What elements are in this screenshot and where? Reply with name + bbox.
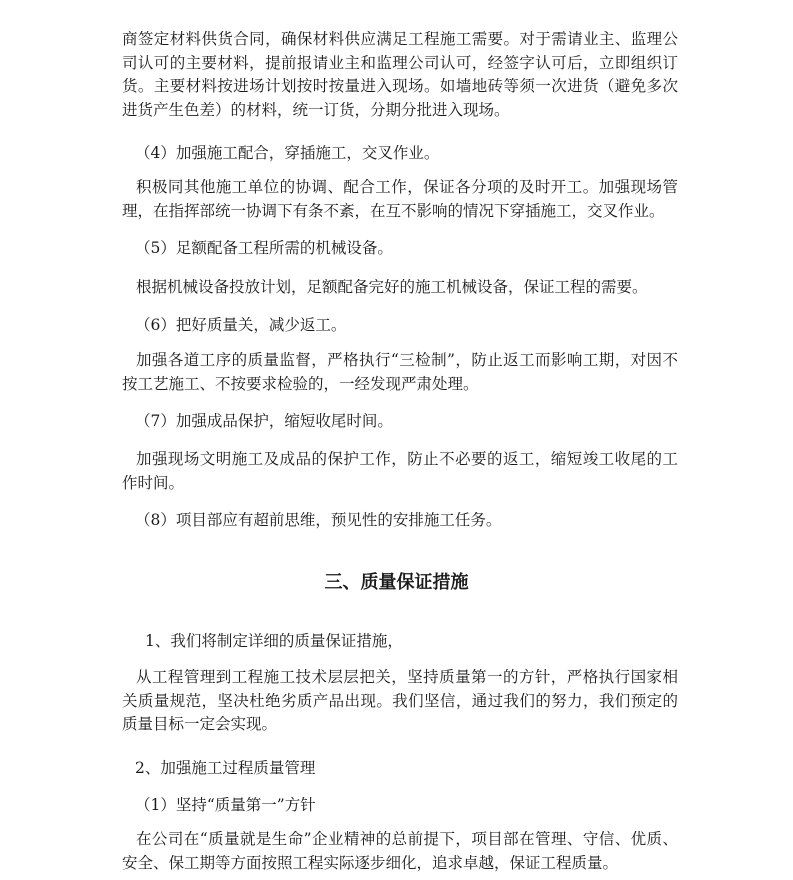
heading-s2-1: （1）坚持“质量第一”方针 <box>135 796 316 814</box>
paragraph-item-6: 加强各道工序的质量监督，严格执行“三检制”，防止返工而影响工期，对因不按工艺施工、不按要求检验的，一经发现严肃处理。 <box>122 351 678 393</box>
paragraph-material-supply: 商签定材料供货合同，确保材料供应满足工程施工需要。对于需请业主、监理公司认可的主要材料，提前报请业主和监理公司认可，经签字认可后，立即组织订货。主要材料按进场计划按时按量进入现场。如墙地砖等须一次进货（避免多次进货产生色差）的材料，统一订货，分期分批进入现场。 <box>122 30 678 119</box>
heading-s2: 2、加强施工过程质量管理 <box>135 759 316 777</box>
heading-item-4: （4）加强施工配合，穿插施工，交叉作业。 <box>135 144 440 162</box>
heading-item-5: （5）足额配备工程所需的机械设备。 <box>135 239 393 257</box>
paragraph-item-4: 积极同其他施工单位的协调、配合工作，保证各分项的及时开工。加强现场管理，在指挥部统一协调下有条不紊，在互不影响的情况下穿插施工，交叉作业。 <box>122 178 678 220</box>
section-title: 三、质量保证措施 <box>324 572 469 593</box>
paragraph-s1: 从工程管理到工程施工技术层层把关，坚持质量第一的方针，严格执行国家相关质量规范，坚决杜绝劣质产品出现。我们坚信，通过我们的努力，我们预定的质量目标一定会实现。 <box>122 668 678 733</box>
paragraph-item-5: 根据机械设备投放计划，足额配备完好的施工机械设备，保证工程的需要。 <box>136 278 648 296</box>
heading-item-6: （6）把好质量关，减少返工。 <box>135 316 347 334</box>
heading-s1: 1、我们将制定详细的质量保证措施， <box>145 632 403 650</box>
paragraph-item-7: 加强现场文明施工及成品的保护工作，防止不必要的返工，缩短竣工收尾的工作时间。 <box>122 450 678 492</box>
paragraph-s2-1: 在公司在“质量就是生命”企业精神的总前提下，项目部在管理、守信、优质、安全、保工期等方面按照工程实际逐步细化，追求卓越，保证工程质量。 <box>122 830 678 872</box>
heading-item-8: （8）项目部应有超前思维，预见性的安排施工任务。 <box>135 511 502 529</box>
heading-item-7: （7）加强成品保护，缩短收尾时间。 <box>135 412 393 430</box>
